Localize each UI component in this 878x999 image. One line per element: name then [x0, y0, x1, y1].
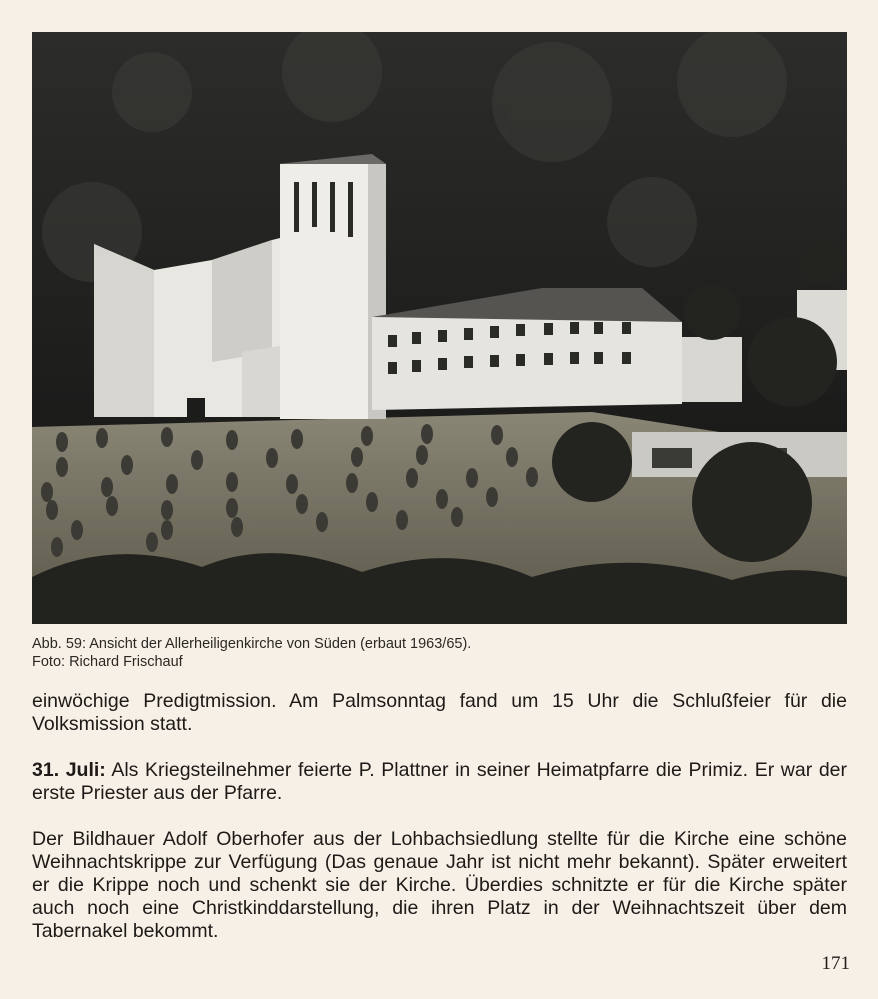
caption-line-2: Foto: Richard Frischauf [32, 654, 183, 670]
page-number: 171 [821, 953, 850, 974]
paragraph-3: Der Bildhauer Adolf Oberhofer aus der Lohbachsiedlung stellte für die Kirche eine schöne Weihnachtskrippe zur Verfügung (Das genaue Jahr ist nicht mehr bekannt). Später erweitert er die Krippe noch und schenkt sie der Kirche. Überdies schnitzte er für die Kirche später auch noch eine Christkinddarstellung, die ihren Platz in der Weihnachtszeit über dem Tabernakel bekommt. [32, 828, 847, 942]
church-photo-image [32, 32, 847, 624]
paragraph-2-date: 31. Juli: [32, 759, 106, 781]
caption-line-1: Abb. 59: Ansicht der Allerheiligenkirche von Süden (erbaut 1963/65). [32, 636, 472, 652]
paragraph-2-body: Als Kriegsteilnehmer feierte P. Plattner in seiner Heimatpfarre die Primiz. Er war der erste Priester aus der Pfarre. [32, 759, 848, 804]
paragraph-2 [32, 759, 847, 805]
body-text [32, 690, 847, 943]
figure-caption [32, 635, 847, 671]
paragraph-1: einwöchige Predigtmission. Am Palmsonntag fand um 15 Uhr die Schlußfeier für die Volksmission statt. [32, 690, 847, 735]
church-photo [32, 32, 847, 624]
